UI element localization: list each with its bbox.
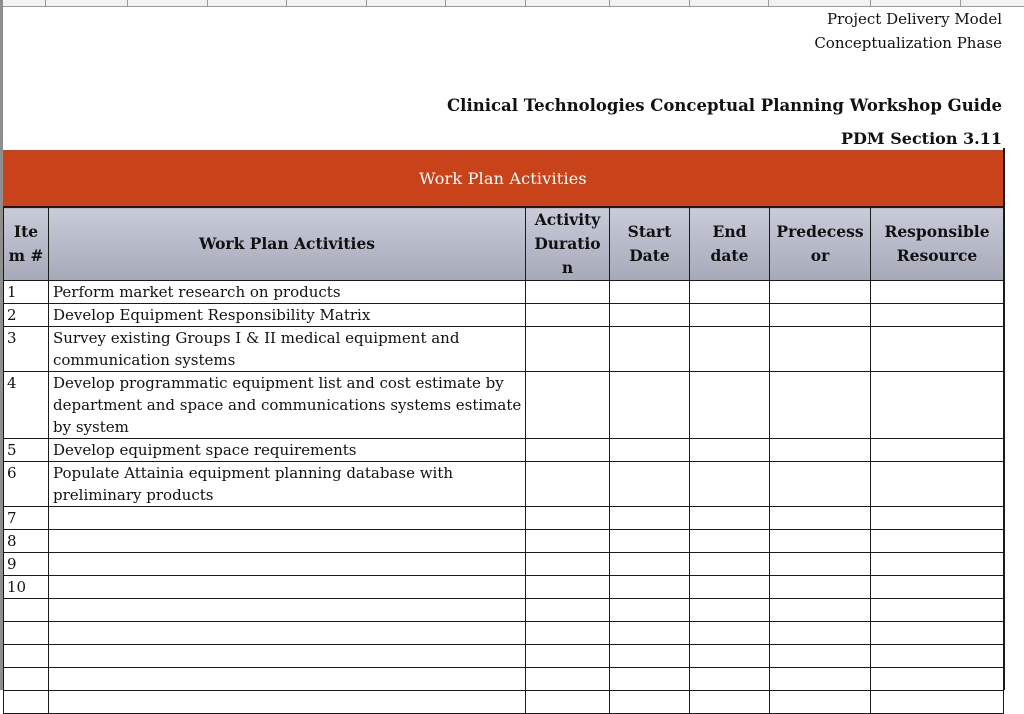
header-text: n — [561, 258, 574, 277]
duration-cell[interactable] — [526, 622, 610, 645]
start-date-cell[interactable] — [610, 439, 690, 462]
activities-header — [49, 208, 526, 281]
duration-cell[interactable] — [526, 327, 610, 372]
column-divider — [870, 0, 871, 6]
end-date-cell[interactable] — [690, 576, 770, 599]
end-date-cell[interactable] — [690, 327, 770, 372]
column-divider — [689, 0, 690, 6]
item-number-cell[interactable]: 4 — [4, 372, 49, 439]
item-number-cell[interactable] — [4, 691, 49, 714]
end-date-cell[interactable] — [690, 281, 770, 304]
table-row — [4, 576, 1004, 599]
duration-cell[interactable] — [526, 372, 610, 439]
table-row — [4, 304, 1004, 327]
end-date-cell[interactable] — [690, 507, 770, 530]
end-date-cell[interactable] — [690, 622, 770, 645]
responsible-resource-header — [871, 208, 1004, 281]
item-number-cell[interactable]: 10 — [4, 576, 49, 599]
predecessor-cell[interactable] — [770, 599, 871, 622]
responsible-resource-cell[interactable] — [871, 622, 1004, 645]
table-row — [4, 645, 1004, 668]
predecessor-cell[interactable] — [770, 372, 871, 439]
start-date-cell[interactable] — [610, 507, 690, 530]
predecessor-cell[interactable] — [770, 668, 871, 691]
duration-cell[interactable] — [526, 507, 610, 530]
work-plan-banner: Work Plan Activities — [3, 150, 1003, 208]
start-date-cell[interactable] — [610, 281, 690, 304]
header-text: End — [712, 222, 747, 241]
end-date-cell[interactable] — [690, 691, 770, 714]
header-text: Predecess — [776, 222, 864, 241]
end-date-cell[interactable] — [690, 645, 770, 668]
header-text: date — [710, 246, 749, 265]
activity-cell[interactable] — [49, 668, 526, 691]
predecessor-cell[interactable] — [770, 553, 871, 576]
duration-cell[interactable] — [526, 691, 610, 714]
column-divider — [366, 0, 367, 6]
table-row — [4, 668, 1004, 691]
activity-cell[interactable] — [49, 530, 526, 553]
item-number-cell[interactable]: 9 — [4, 553, 49, 576]
activity-cell[interactable] — [49, 576, 526, 599]
header-text: Activity — [534, 210, 601, 229]
end-date-cell[interactable] — [690, 599, 770, 622]
responsible-resource-cell[interactable] — [871, 439, 1004, 462]
table-row — [4, 507, 1004, 530]
activity-cell[interactable] — [49, 622, 526, 645]
start-date-cell[interactable] — [610, 668, 690, 691]
start-date-cell[interactable] — [610, 372, 690, 439]
column-divider — [445, 0, 446, 6]
start-date-cell[interactable] — [610, 304, 690, 327]
table-row — [4, 372, 1004, 439]
item-number-cell[interactable]: 1 — [4, 281, 49, 304]
activity-cell[interactable]: Perform market research on products — [49, 281, 526, 304]
header-text: Ite — [13, 222, 39, 241]
start-date-cell[interactable] — [610, 599, 690, 622]
item-number-cell[interactable]: 7 — [4, 507, 49, 530]
end-date-cell[interactable] — [690, 439, 770, 462]
table-row — [4, 599, 1004, 622]
duration-cell[interactable] — [526, 576, 610, 599]
header-text: Responsible — [884, 222, 990, 241]
activity-cell[interactable] — [49, 691, 526, 714]
start-date-cell[interactable] — [610, 462, 690, 507]
start-date-cell[interactable] — [610, 530, 690, 553]
column-divider — [127, 0, 128, 6]
table-row — [4, 622, 1004, 645]
responsible-resource-cell[interactable] — [871, 576, 1004, 599]
item-number-cell[interactable]: 2 — [4, 304, 49, 327]
responsible-resource-cell[interactable] — [871, 599, 1004, 622]
table-header-row — [4, 208, 1004, 281]
header-text: Duratio — [534, 234, 601, 253]
responsible-resource-cell[interactable] — [871, 668, 1004, 691]
start-date-cell[interactable] — [610, 553, 690, 576]
header-text: m # — [8, 246, 44, 265]
predecessor-cell[interactable] — [770, 327, 871, 372]
end-date-cell[interactable] — [690, 530, 770, 553]
start-date-cell[interactable] — [610, 622, 690, 645]
work-plan-table — [3, 207, 1004, 714]
table-row — [4, 439, 1004, 462]
item-number-cell[interactable]: 3 — [4, 327, 49, 372]
header-phase-name: Conceptualization Phase — [814, 34, 1002, 52]
column-divider — [525, 0, 526, 6]
start-date-cell[interactable] — [610, 327, 690, 372]
duration-cell[interactable] — [526, 668, 610, 691]
responsible-resource-cell[interactable] — [871, 304, 1004, 327]
activity-cell[interactable] — [49, 553, 526, 576]
end-date-cell[interactable] — [690, 304, 770, 327]
header-text: Resource — [896, 246, 978, 265]
header-model-name: Project Delivery Model — [827, 10, 1002, 28]
activity-cell[interactable]: Survey existing Groups I & II medical equipment and communication systems — [49, 327, 526, 372]
responsible-resource-cell[interactable] — [871, 462, 1004, 507]
item-number-cell[interactable]: 6 — [4, 462, 49, 507]
predecessor-cell[interactable] — [770, 507, 871, 530]
column-divider — [609, 0, 610, 6]
duration-cell[interactable] — [526, 462, 610, 507]
responsible-resource-cell[interactable] — [871, 691, 1004, 714]
responsible-resource-cell[interactable] — [871, 372, 1004, 439]
end-date-header — [690, 208, 770, 281]
item-number-cell[interactable]: 8 — [4, 530, 49, 553]
duration-cell[interactable] — [526, 599, 610, 622]
activity-cell[interactable]: Develop equipment space requirements — [49, 439, 526, 462]
predecessor-cell[interactable] — [770, 691, 871, 714]
table-row — [4, 530, 1004, 553]
activity-cell[interactable]: Develop Equipment Responsibility Matrix — [49, 304, 526, 327]
item-number-header — [4, 208, 49, 281]
header-text: Start — [627, 222, 672, 241]
sheet-border-line — [1003, 148, 1005, 690]
activity-cell[interactable] — [49, 507, 526, 530]
responsible-resource-cell[interactable] — [871, 645, 1004, 668]
responsible-resource-cell[interactable] — [871, 507, 1004, 530]
item-number-cell[interactable]: 5 — [4, 439, 49, 462]
predecessor-cell[interactable] — [770, 645, 871, 668]
item-number-cell[interactable] — [4, 599, 49, 622]
responsible-resource-cell[interactable] — [871, 327, 1004, 372]
predecessor-cell[interactable] — [770, 622, 871, 645]
start-date-cell[interactable] — [610, 576, 690, 599]
responsible-resource-cell[interactable] — [871, 281, 1004, 304]
duration-cell[interactable] — [526, 530, 610, 553]
column-divider — [45, 0, 46, 6]
start-date-header — [610, 208, 690, 281]
header-text: Date — [629, 246, 670, 265]
end-date-cell[interactable] — [690, 553, 770, 576]
responsible-resource-cell[interactable] — [871, 553, 1004, 576]
responsible-resource-cell[interactable] — [871, 530, 1004, 553]
duration-cell[interactable] — [526, 439, 610, 462]
end-date-cell[interactable] — [690, 372, 770, 439]
start-date-cell[interactable] — [610, 645, 690, 668]
activity-cell[interactable] — [49, 645, 526, 668]
header-text: or — [810, 246, 830, 265]
duration-cell[interactable] — [526, 645, 610, 668]
predecessor-cell[interactable] — [770, 281, 871, 304]
table-row — [4, 691, 1004, 714]
table-row — [4, 553, 1004, 576]
table-row — [4, 327, 1004, 372]
column-divider — [207, 0, 208, 6]
duration-cell[interactable] — [526, 281, 610, 304]
column-divider — [960, 0, 961, 6]
predecessor-header — [770, 208, 871, 281]
header-text: Work Plan Activities — [198, 234, 376, 253]
duration-header — [526, 208, 610, 281]
predecessor-cell[interactable] — [770, 462, 871, 507]
spreadsheet-column-header-strip — [0, 0, 1024, 7]
predecessor-cell[interactable] — [770, 530, 871, 553]
item-number-cell[interactable] — [4, 645, 49, 668]
pdm-section-label: PDM Section 3.11 — [841, 129, 1002, 148]
activity-cell[interactable] — [49, 599, 526, 622]
activity-cell[interactable]: Populate Attainia equipment planning database with preliminary products — [49, 462, 526, 507]
end-date-cell[interactable] — [690, 462, 770, 507]
duration-cell[interactable] — [526, 553, 610, 576]
duration-cell[interactable] — [526, 304, 610, 327]
table-row — [4, 462, 1004, 507]
column-divider — [768, 0, 769, 6]
predecessor-cell[interactable] — [770, 304, 871, 327]
item-number-cell[interactable] — [4, 668, 49, 691]
item-number-cell[interactable] — [4, 622, 49, 645]
start-date-cell[interactable] — [610, 691, 690, 714]
predecessor-cell[interactable] — [770, 439, 871, 462]
column-divider — [286, 0, 287, 6]
table-row — [4, 281, 1004, 304]
predecessor-cell[interactable] — [770, 576, 871, 599]
guide-title: Clinical Technologies Conceptual Planning Workshop Guide — [447, 96, 1002, 115]
end-date-cell[interactable] — [690, 668, 770, 691]
activity-cell[interactable]: Develop programmatic equipment list and cost estimate by department and space and communications systems estimate by system — [49, 372, 526, 439]
